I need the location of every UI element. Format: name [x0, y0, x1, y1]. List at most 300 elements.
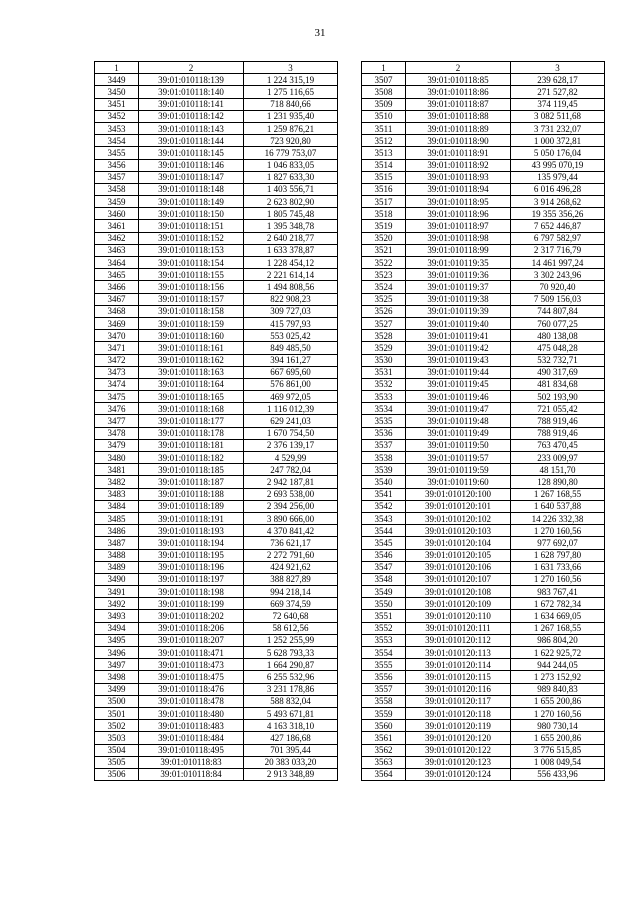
value-cell: 736 621,17	[244, 537, 338, 549]
value-cell: 128 890,80	[511, 476, 605, 488]
column-header: 1	[95, 62, 139, 74]
table-row	[362, 439, 605, 451]
value-cell: 977 692,07	[511, 537, 605, 549]
table-row	[95, 512, 338, 524]
value-cell: 48 151,70	[511, 464, 605, 476]
cadastral-number-cell: 39:01:010118:199	[139, 598, 244, 610]
row-number-cell: 3550	[362, 598, 406, 610]
row-number-cell: 3451	[95, 98, 139, 110]
row-number-cell: 3502	[95, 720, 139, 732]
table-row	[95, 74, 338, 86]
value-cell: 1 655 200,86	[511, 695, 605, 707]
value-cell: 19 355 356,26	[511, 208, 605, 220]
table-row	[95, 183, 338, 195]
value-cell: 2 942 187,81	[244, 476, 338, 488]
row-number-cell: 3527	[362, 317, 406, 329]
table-row	[95, 281, 338, 293]
row-number-cell: 3461	[95, 220, 139, 232]
cadastral-number-cell: 39:01:010118:206	[139, 622, 244, 634]
row-number-cell: 3450	[95, 86, 139, 98]
cadastral-number-cell: 39:01:010118:149	[139, 196, 244, 208]
table-row	[95, 500, 338, 512]
value-cell: 788 919,46	[511, 415, 605, 427]
table-row	[362, 512, 605, 524]
value-cell: 5 050 176,04	[511, 147, 605, 159]
cadastral-number-cell: 39:01:010118:94	[406, 183, 511, 195]
cadastral-number-cell: 39:01:010120:101	[406, 500, 511, 512]
cadastral-number-cell: 39:01:010119:49	[406, 427, 511, 439]
cadastral-number-cell: 39:01:010118:146	[139, 159, 244, 171]
table-row	[362, 415, 605, 427]
value-cell: 989 840,83	[511, 683, 605, 695]
cadastral-number-cell: 39:01:010118:140	[139, 86, 244, 98]
cadastral-number-cell: 39:01:010118:83	[139, 756, 244, 768]
row-number-cell: 3500	[95, 695, 139, 707]
value-cell: 2 623 802,90	[244, 196, 338, 208]
table-row	[95, 537, 338, 549]
row-number-cell: 3472	[95, 354, 139, 366]
row-number-cell: 3503	[95, 732, 139, 744]
value-cell: 718 840,66	[244, 98, 338, 110]
value-cell: 415 797,93	[244, 317, 338, 329]
column-header: 2	[139, 62, 244, 74]
value-cell: 135 979,44	[511, 171, 605, 183]
value-cell: 374 119,45	[511, 98, 605, 110]
value-cell: 701 395,44	[244, 744, 338, 756]
value-cell: 16 779 753,07	[244, 147, 338, 159]
table-row	[362, 683, 605, 695]
table-row	[362, 525, 605, 537]
row-number-cell: 3490	[95, 573, 139, 585]
row-number-cell: 3468	[95, 305, 139, 317]
row-number-cell: 3543	[362, 512, 406, 524]
table-row	[362, 293, 605, 305]
table-row	[362, 135, 605, 147]
cadastral-number-cell: 39:01:010118:84	[139, 768, 244, 780]
table-row	[95, 232, 338, 244]
cadastral-number-cell: 39:01:010120:120	[406, 732, 511, 744]
value-cell: 994 218,14	[244, 586, 338, 598]
value-cell: 6 797 582,97	[511, 232, 605, 244]
value-cell: 1 228 454,12	[244, 257, 338, 269]
row-number-cell: 3516	[362, 183, 406, 195]
value-cell: 14 461 997,24	[511, 257, 605, 269]
cadastral-number-cell: 39:01:010119:46	[406, 391, 511, 403]
cadastral-number-cell: 39:01:010120:123	[406, 756, 511, 768]
cadastral-number-cell: 39:01:010118:197	[139, 573, 244, 585]
value-cell: 490 317,69	[511, 366, 605, 378]
value-cell: 424 921,62	[244, 561, 338, 573]
cadastral-number-cell: 39:01:010119:43	[406, 354, 511, 366]
table-row	[95, 257, 338, 269]
cadastral-number-cell: 39:01:010118:150	[139, 208, 244, 220]
row-number-cell: 3537	[362, 439, 406, 451]
cadastral-number-cell: 39:01:010118:155	[139, 269, 244, 281]
registry-table-right	[361, 61, 605, 781]
row-number-cell: 3474	[95, 378, 139, 390]
row-number-cell: 3535	[362, 415, 406, 427]
value-cell: 553 025,42	[244, 330, 338, 342]
cadastral-number-cell: 39:01:010118:99	[406, 244, 511, 256]
table-row	[362, 500, 605, 512]
row-number-cell: 3547	[362, 561, 406, 573]
row-number-cell: 3492	[95, 598, 139, 610]
table-row	[95, 391, 338, 403]
table-row	[95, 476, 338, 488]
value-cell: 2 640 218,77	[244, 232, 338, 244]
table-row	[95, 549, 338, 561]
row-number-cell: 3507	[362, 74, 406, 86]
value-cell: 1 267 168,55	[511, 622, 605, 634]
row-number-cell: 3542	[362, 500, 406, 512]
cadastral-number-cell: 39:01:010118:182	[139, 452, 244, 464]
value-cell: 309 727,03	[244, 305, 338, 317]
cadastral-number-cell: 39:01:010118:154	[139, 257, 244, 269]
value-cell: 2 394 256,00	[244, 500, 338, 512]
cadastral-number-cell: 39:01:010119:48	[406, 415, 511, 427]
value-cell: 5 493 671,81	[244, 707, 338, 719]
value-cell: 5 628 793,33	[244, 647, 338, 659]
value-cell: 2 272 791,60	[244, 549, 338, 561]
row-number-cell: 3459	[95, 196, 139, 208]
cadastral-number-cell: 39:01:010119:39	[406, 305, 511, 317]
row-number-cell: 3530	[362, 354, 406, 366]
cadastral-number-cell: 39:01:010120:111	[406, 622, 511, 634]
row-number-cell: 3498	[95, 671, 139, 683]
cadastral-number-cell: 39:01:010120:102	[406, 512, 511, 524]
value-cell: 629 241,03	[244, 415, 338, 427]
table-row	[95, 707, 338, 719]
row-number-cell: 3523	[362, 269, 406, 281]
table-row	[362, 305, 605, 317]
cadastral-number-cell: 39:01:010118:207	[139, 634, 244, 646]
row-number-cell: 3556	[362, 671, 406, 683]
row-number-cell: 3546	[362, 549, 406, 561]
cadastral-number-cell: 39:01:010119:38	[406, 293, 511, 305]
cadastral-number-cell: 39:01:010118:96	[406, 208, 511, 220]
value-cell: 532 732,71	[511, 354, 605, 366]
cadastral-number-cell: 39:01:010120:104	[406, 537, 511, 549]
value-cell: 14 226 332,38	[511, 512, 605, 524]
cadastral-number-cell: 39:01:010118:141	[139, 98, 244, 110]
table-row	[362, 622, 605, 634]
row-number-cell: 3539	[362, 464, 406, 476]
row-number-cell: 3538	[362, 452, 406, 464]
cadastral-number-cell: 39:01:010118:161	[139, 342, 244, 354]
table-row	[95, 208, 338, 220]
table-row	[362, 610, 605, 622]
row-number-cell: 3457	[95, 171, 139, 183]
table-row	[95, 305, 338, 317]
value-cell: 3 776 515,85	[511, 744, 605, 756]
table-header-row	[95, 62, 338, 74]
row-number-cell: 3475	[95, 391, 139, 403]
row-number-cell: 3449	[95, 74, 139, 86]
table-row	[362, 159, 605, 171]
table-row	[362, 647, 605, 659]
cadastral-number-cell: 39:01:010118:165	[139, 391, 244, 403]
row-number-cell: 3561	[362, 732, 406, 744]
table-row	[95, 110, 338, 122]
cadastral-number-cell: 39:01:010118:195	[139, 549, 244, 561]
cadastral-number-cell: 39:01:010118:98	[406, 232, 511, 244]
row-number-cell: 3454	[95, 135, 139, 147]
table-row	[362, 634, 605, 646]
row-number-cell: 3533	[362, 391, 406, 403]
row-number-cell: 3493	[95, 610, 139, 622]
row-number-cell: 3483	[95, 488, 139, 500]
cadastral-number-cell: 39:01:010119:36	[406, 269, 511, 281]
value-cell: 1 622 925,72	[511, 647, 605, 659]
table-row	[95, 573, 338, 585]
row-number-cell: 3552	[362, 622, 406, 634]
row-number-cell: 3453	[95, 122, 139, 134]
table-row	[95, 598, 338, 610]
table-row	[362, 122, 605, 134]
cadastral-number-cell: 39:01:010118:90	[406, 135, 511, 147]
cadastral-number-cell: 39:01:010119:37	[406, 281, 511, 293]
row-number-cell: 3553	[362, 634, 406, 646]
row-number-cell: 3529	[362, 342, 406, 354]
table-row	[95, 269, 338, 281]
value-cell: 6 016 496,28	[511, 183, 605, 195]
table-row	[95, 366, 338, 378]
value-cell: 394 161,27	[244, 354, 338, 366]
cadastral-number-cell: 39:01:010119:47	[406, 403, 511, 415]
table-row	[362, 549, 605, 561]
table-row	[95, 354, 338, 366]
row-number-cell: 3564	[362, 768, 406, 780]
cadastral-number-cell: 39:01:010118:163	[139, 366, 244, 378]
table-row	[95, 171, 338, 183]
cadastral-number-cell: 39:01:010119:41	[406, 330, 511, 342]
value-cell: 669 374,59	[244, 598, 338, 610]
cadastral-number-cell: 39:01:010118:145	[139, 147, 244, 159]
value-cell: 7 652 446,87	[511, 220, 605, 232]
table-header-row	[362, 62, 605, 74]
table-row	[362, 573, 605, 585]
table-row	[95, 86, 338, 98]
row-number-cell: 3476	[95, 403, 139, 415]
table-row	[95, 744, 338, 756]
row-number-cell: 3555	[362, 659, 406, 671]
row-number-cell: 3478	[95, 427, 139, 439]
row-number-cell: 3501	[95, 707, 139, 719]
cadastral-number-cell: 39:01:010118:139	[139, 74, 244, 86]
table-row	[95, 768, 338, 780]
column-header: 3	[244, 62, 338, 74]
cadastral-number-cell: 39:01:010118:91	[406, 147, 511, 159]
value-cell: 1 046 833,05	[244, 159, 338, 171]
table-row	[95, 622, 338, 634]
row-number-cell: 3514	[362, 159, 406, 171]
cadastral-number-cell: 39:01:010118:188	[139, 488, 244, 500]
table-row	[362, 671, 605, 683]
row-number-cell: 3545	[362, 537, 406, 549]
cadastral-number-cell: 39:01:010120:118	[406, 707, 511, 719]
cadastral-number-cell: 39:01:010120:106	[406, 561, 511, 573]
row-number-cell: 3495	[95, 634, 139, 646]
cadastral-number-cell: 39:01:010120:112	[406, 634, 511, 646]
table-row	[362, 281, 605, 293]
table-row	[362, 488, 605, 500]
value-cell: 1 224 315,19	[244, 74, 338, 86]
cadastral-number-cell: 39:01:010118:159	[139, 317, 244, 329]
column-header: 2	[406, 62, 511, 74]
value-cell: 763 470,45	[511, 439, 605, 451]
table-row	[362, 537, 605, 549]
cadastral-number-cell: 39:01:010118:162	[139, 354, 244, 366]
value-cell: 1 631 733,66	[511, 561, 605, 573]
table-row	[95, 756, 338, 768]
row-number-cell: 3489	[95, 561, 139, 573]
cadastral-number-cell: 39:01:010119:44	[406, 366, 511, 378]
table-row	[362, 452, 605, 464]
row-number-cell: 3485	[95, 512, 139, 524]
row-number-cell: 3560	[362, 720, 406, 732]
row-number-cell: 3513	[362, 147, 406, 159]
table-row	[95, 488, 338, 500]
value-cell: 3 302 243,96	[511, 269, 605, 281]
cadastral-number-cell: 39:01:010119:40	[406, 317, 511, 329]
table-row	[362, 659, 605, 671]
cadastral-number-cell: 39:01:010118:157	[139, 293, 244, 305]
value-cell: 2 376 139,17	[244, 439, 338, 451]
table-row	[95, 415, 338, 427]
table-row	[362, 269, 605, 281]
table-row	[95, 293, 338, 305]
row-number-cell: 3540	[362, 476, 406, 488]
value-cell: 1 664 290,87	[244, 659, 338, 671]
table-row	[95, 683, 338, 695]
value-cell: 271 527,82	[511, 86, 605, 98]
cadastral-number-cell: 39:01:010120:116	[406, 683, 511, 695]
table-row	[362, 257, 605, 269]
value-cell: 247 782,04	[244, 464, 338, 476]
cadastral-number-cell: 39:01:010118:191	[139, 512, 244, 524]
table-row	[95, 647, 338, 659]
cadastral-number-cell: 39:01:010118:151	[139, 220, 244, 232]
cadastral-number-cell: 39:01:010120:122	[406, 744, 511, 756]
cadastral-number-cell: 39:01:010119:60	[406, 476, 511, 488]
value-cell: 1 000 372,81	[511, 135, 605, 147]
table-row	[362, 391, 605, 403]
value-cell: 1 008 049,54	[511, 756, 605, 768]
value-cell: 556 433,96	[511, 768, 605, 780]
cadastral-number-cell: 39:01:010118:92	[406, 159, 511, 171]
table-row	[362, 232, 605, 244]
row-number-cell: 3562	[362, 744, 406, 756]
table-row	[95, 586, 338, 598]
value-cell: 1 633 378,87	[244, 244, 338, 256]
row-number-cell: 3486	[95, 525, 139, 537]
row-number-cell: 3505	[95, 756, 139, 768]
value-cell: 233 009,97	[511, 452, 605, 464]
cadastral-number-cell: 39:01:010118:473	[139, 659, 244, 671]
table-row	[362, 98, 605, 110]
value-cell: 2 693 538,00	[244, 488, 338, 500]
value-cell: 1 270 160,56	[511, 525, 605, 537]
row-number-cell: 3467	[95, 293, 139, 305]
value-cell: 3 890 666,00	[244, 512, 338, 524]
value-cell: 1 628 797,80	[511, 549, 605, 561]
row-number-cell: 3526	[362, 305, 406, 317]
row-number-cell: 3534	[362, 403, 406, 415]
row-number-cell: 3551	[362, 610, 406, 622]
row-number-cell: 3524	[362, 281, 406, 293]
cadastral-number-cell: 39:01:010119:59	[406, 464, 511, 476]
value-cell: 980 730,14	[511, 720, 605, 732]
row-number-cell: 3470	[95, 330, 139, 342]
row-number-cell: 3521	[362, 244, 406, 256]
row-number-cell: 3482	[95, 476, 139, 488]
table-row	[362, 464, 605, 476]
row-number-cell: 3477	[95, 415, 139, 427]
table-row	[95, 98, 338, 110]
column-header: 3	[511, 62, 605, 74]
table-row	[362, 342, 605, 354]
value-cell: 1 655 200,86	[511, 732, 605, 744]
value-cell: 1 275 116,65	[244, 86, 338, 98]
cadastral-number-cell: 39:01:010120:103	[406, 525, 511, 537]
row-number-cell: 3563	[362, 756, 406, 768]
cadastral-number-cell: 39:01:010118:189	[139, 500, 244, 512]
cadastral-number-cell: 39:01:010118:148	[139, 183, 244, 195]
value-cell: 788 919,46	[511, 427, 605, 439]
table-row	[95, 659, 338, 671]
table-row	[362, 695, 605, 707]
cadastral-number-cell: 39:01:010118:158	[139, 305, 244, 317]
cadastral-number-cell: 39:01:010120:108	[406, 586, 511, 598]
table-row	[362, 586, 605, 598]
row-number-cell: 3460	[95, 208, 139, 220]
row-number-cell: 3456	[95, 159, 139, 171]
value-cell: 20 383 033,20	[244, 756, 338, 768]
row-number-cell: 3464	[95, 257, 139, 269]
table-row	[362, 196, 605, 208]
value-cell: 1 672 782,34	[511, 598, 605, 610]
cadastral-number-cell: 39:01:010118:478	[139, 695, 244, 707]
row-number-cell: 3452	[95, 110, 139, 122]
table-row	[95, 147, 338, 159]
value-cell: 43 995 070,19	[511, 159, 605, 171]
row-number-cell: 3549	[362, 586, 406, 598]
cadastral-number-cell: 39:01:010120:119	[406, 720, 511, 732]
row-number-cell: 3511	[362, 122, 406, 134]
row-number-cell: 3494	[95, 622, 139, 634]
value-cell: 239 628,17	[511, 74, 605, 86]
value-cell: 58 612,56	[244, 622, 338, 634]
table-row	[362, 74, 605, 86]
value-cell: 3 082 511,68	[511, 110, 605, 122]
row-number-cell: 3509	[362, 98, 406, 110]
cadastral-number-cell: 39:01:010120:110	[406, 610, 511, 622]
table-row	[95, 342, 338, 354]
table-row	[95, 732, 338, 744]
table-row	[95, 427, 338, 439]
page-number: 31	[314, 27, 326, 39]
value-cell: 1 270 160,56	[511, 707, 605, 719]
row-number-cell: 3484	[95, 500, 139, 512]
cadastral-number-cell: 39:01:010118:193	[139, 525, 244, 537]
cadastral-number-cell: 39:01:010118:143	[139, 122, 244, 134]
row-number-cell: 3519	[362, 220, 406, 232]
value-cell: 2 317 716,79	[511, 244, 605, 256]
cadastral-number-cell: 39:01:010120:117	[406, 695, 511, 707]
cadastral-number-cell: 39:01:010118:97	[406, 220, 511, 232]
row-number-cell: 3497	[95, 659, 139, 671]
row-number-cell: 3522	[362, 257, 406, 269]
